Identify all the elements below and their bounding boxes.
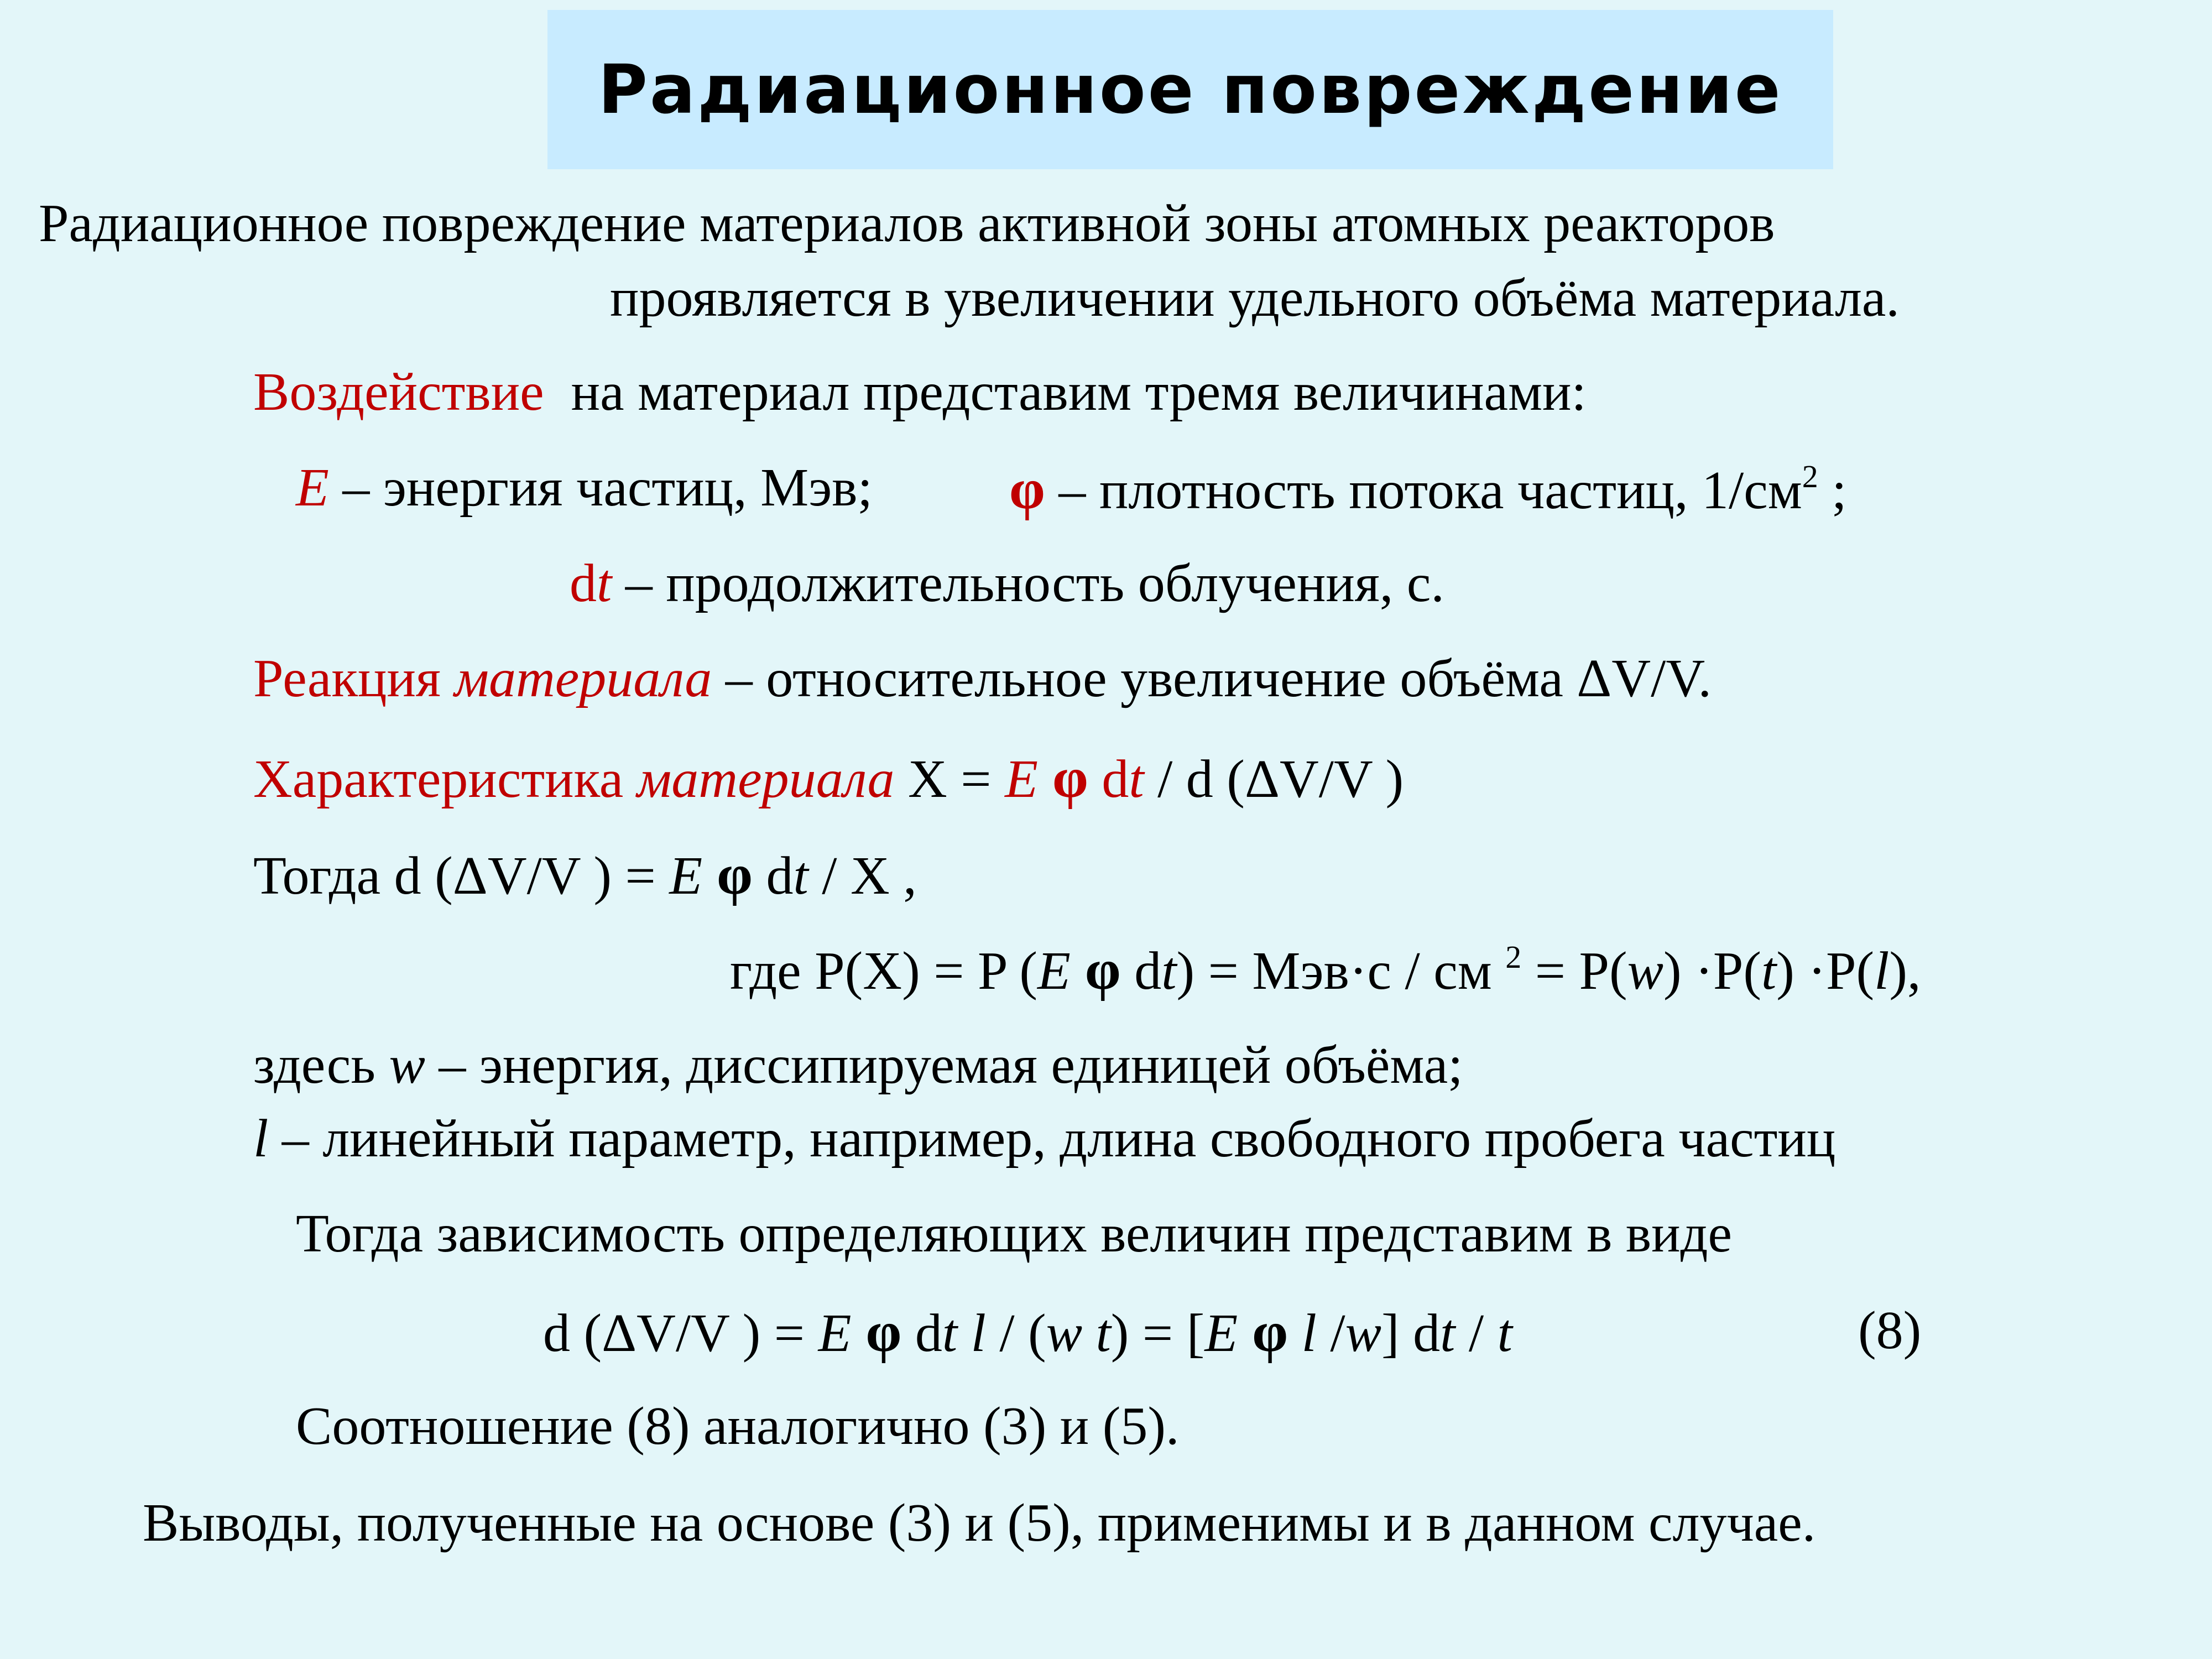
eq8-part: ] d: [1381, 1303, 1441, 1363]
title-box: [547, 10, 1833, 169]
where-p2: ) ·P(: [1663, 941, 1761, 1001]
where-p1: = P(: [1521, 941, 1627, 1001]
conclusion-line: Выводы, полученные на основе (3) и (5), применимы и в данном случае.: [143, 1493, 1816, 1553]
equation-number: (8): [1858, 1301, 1922, 1360]
eq8-part: /: [1455, 1303, 1498, 1363]
then-e: E: [669, 846, 703, 906]
reaction-text: – относительное увеличение объёма ΔV/V.: [712, 649, 1712, 708]
eq8-t: t: [1082, 1303, 1111, 1363]
characteristic-label-italic: материала: [637, 749, 895, 809]
then-t: t: [793, 846, 808, 906]
flux-text: – плотность потока частиц, 1/см: [1045, 461, 1802, 520]
eq8-l: l: [957, 1303, 986, 1363]
where-exponent: 2: [1505, 939, 1522, 975]
reaction-label-italic: материала: [454, 649, 712, 708]
eq8-part: /: [1316, 1303, 1345, 1363]
intro-line-1: Радиационное повреждение материалов активной зоны атомных реакторов: [39, 194, 1775, 253]
where-phi: φ: [1070, 938, 1121, 1001]
here-w-text: – энергия, диссипируемая единицей объёма;: [425, 1035, 1463, 1095]
characteristic-d: d: [1088, 749, 1129, 809]
here-w-prefix: здесь: [253, 1035, 389, 1095]
energy-param: [296, 458, 873, 518]
eq8-w: w: [1345, 1303, 1381, 1363]
where-e: E: [1037, 941, 1071, 1001]
where-p4: ),: [1889, 941, 1921, 1001]
where-t: t: [1161, 941, 1177, 1001]
characteristic-label: Характеристика: [253, 749, 637, 809]
eq8-part: ) = [: [1110, 1303, 1205, 1363]
where-mid: ) = Мэв·с / см: [1176, 941, 1506, 1001]
here-l-text: – линейный параметр, например, длина свободного пробега частиц: [268, 1109, 1836, 1168]
eq8-t: t: [942, 1303, 958, 1363]
eq8-phi: φ: [1238, 1300, 1288, 1364]
characteristic-e: E: [1005, 749, 1038, 809]
characteristic-t: t: [1129, 749, 1144, 809]
eq8-d: d: [901, 1303, 942, 1363]
energy-text: – энергия частиц, Мэв;: [328, 458, 873, 518]
then-equation: [253, 843, 917, 906]
where-d: d: [1120, 941, 1162, 1001]
where-equation: [730, 938, 1921, 1001]
eq8-l: l: [1288, 1303, 1317, 1363]
dependence-line: Тогда зависимость определяющих величин представим в виде: [296, 1204, 1732, 1264]
eq8-w: w: [1046, 1303, 1083, 1363]
where-l: l: [1874, 941, 1890, 1001]
eq8-t: t: [1497, 1303, 1512, 1363]
duration-t: t: [597, 554, 612, 613]
reaction-label: Реакция: [253, 649, 455, 708]
eq8-part: / (: [985, 1303, 1046, 1363]
duration-text: – продолжительность облучения, с.: [612, 554, 1444, 613]
here-w-symbol: w: [389, 1035, 425, 1095]
characteristic-eq-end: / d (ΔV/V ): [1144, 749, 1404, 809]
eq8-phi: φ: [851, 1300, 902, 1364]
flux-param: [1009, 457, 1847, 521]
where-t2: t: [1761, 941, 1777, 1001]
duration-d: d: [570, 554, 597, 613]
here-l-line: [253, 1109, 1836, 1168]
flux-exponent: 2: [1802, 458, 1818, 494]
flux-end: ;: [1818, 461, 1847, 520]
flux-symbol: φ: [1009, 457, 1045, 521]
where-start: где P(X) = P (: [730, 941, 1037, 1001]
eq8-t: t: [1440, 1303, 1455, 1363]
eq8-e: E: [1204, 1303, 1238, 1363]
characteristic-phi: φ: [1037, 746, 1088, 810]
impact-line: [253, 362, 1587, 422]
then-phi: φ: [702, 843, 753, 906]
then-d: d: [753, 846, 794, 906]
energy-symbol: E: [296, 458, 329, 518]
characteristic-line: [253, 746, 1404, 810]
reaction-line: [253, 651, 1712, 706]
then-end: / X ,: [808, 846, 917, 906]
characteristic-eq-start: X =: [894, 749, 1005, 809]
here-w-line: [253, 1035, 1463, 1095]
intro-line-2: проявляется в увеличении удельного объёма материала.: [610, 268, 1900, 328]
where-p3: ) ·P(: [1776, 941, 1875, 1001]
impact-label: Воздействие: [253, 362, 544, 422]
ratio-line: Соотношение (8) аналогично (3) и (5).: [296, 1396, 1180, 1456]
where-w: w: [1627, 941, 1664, 1001]
eq8-e: E: [818, 1303, 852, 1363]
page-title: Радиационное повреждение: [598, 50, 1783, 129]
impact-text: на материал представим тремя величинами:: [571, 362, 1587, 422]
then-start: Тогда d (ΔV/V ) =: [253, 846, 670, 906]
equation-8: [543, 1300, 1512, 1364]
duration-param: [570, 556, 1444, 611]
eq8-part: d (ΔV/V ) =: [543, 1303, 818, 1363]
here-l-symbol: l: [253, 1109, 269, 1168]
